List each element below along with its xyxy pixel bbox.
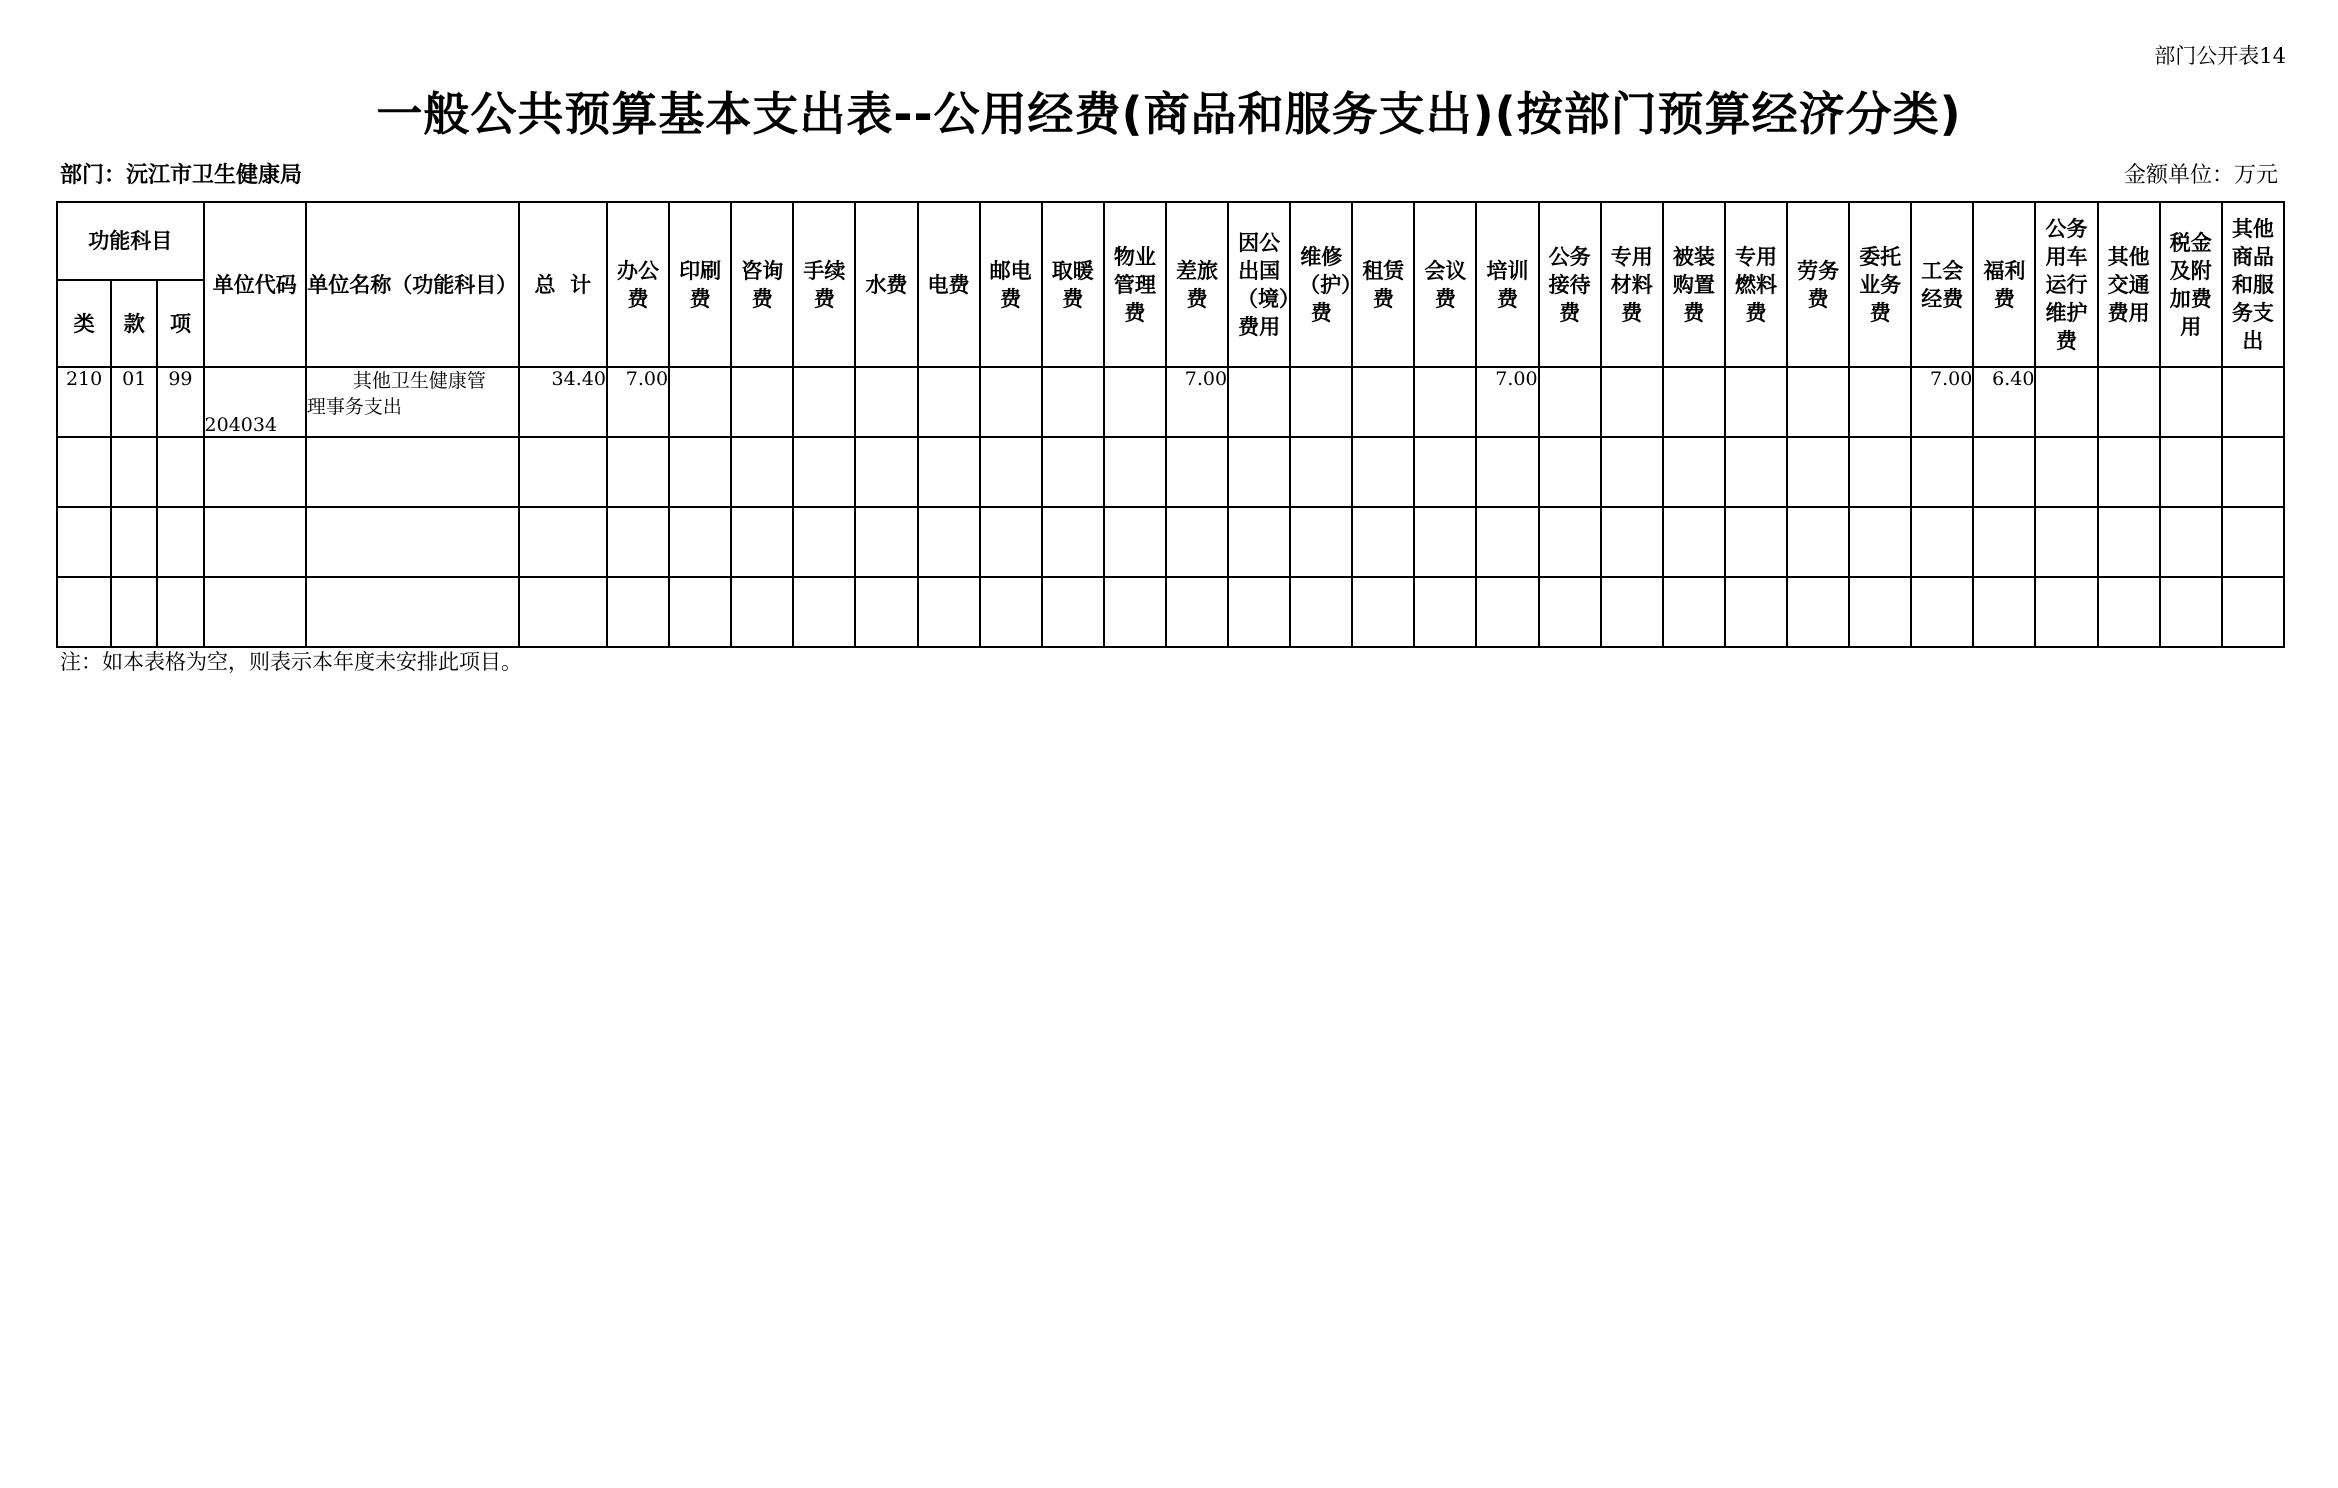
empty-cell [1539, 507, 1601, 577]
header-item: 公务用车运行维护费 [2035, 202, 2097, 367]
empty-cell [669, 577, 731, 647]
empty-cell [1601, 507, 1663, 577]
cell-value [918, 367, 980, 437]
header-item: 印刷费 [669, 202, 731, 367]
header-item: 公务接待费 [1539, 202, 1601, 367]
header-lei: 类 [57, 280, 111, 367]
empty-cell [1352, 437, 1414, 507]
empty-cell [2160, 437, 2222, 507]
page-title: 一般公共预算基本支出表--公用经费(商品和服务支出)(按部门预算经济分类) [376, 87, 1962, 141]
empty-cell [669, 507, 731, 577]
empty-cell [731, 507, 793, 577]
empty-cell [731, 437, 793, 507]
empty-cell [306, 437, 519, 507]
empty-cell [2222, 577, 2284, 647]
header-item: 电费 [918, 202, 980, 367]
cell-value [2035, 367, 2097, 437]
empty-cell [1663, 507, 1725, 577]
empty-cell [157, 507, 203, 577]
empty-cell [111, 507, 157, 577]
empty-cell [2222, 507, 2284, 577]
cell-value [2098, 367, 2160, 437]
header-item: 被装购置费 [1663, 202, 1725, 367]
empty-cell [519, 507, 607, 577]
empty-cell [1104, 437, 1166, 507]
header-item: 取暖费 [1042, 202, 1104, 367]
empty-cell [2035, 437, 2097, 507]
header-row-1 [57, 202, 2284, 280]
empty-cell [1228, 577, 1290, 647]
empty-cell [1787, 577, 1849, 647]
cell-value [1290, 367, 1352, 437]
cell-total: 34.40 [519, 367, 607, 437]
header-total: 总 计 [519, 202, 607, 367]
empty-cell [607, 437, 669, 507]
header-item: 税金及附加费用 [2160, 202, 2222, 367]
empty-cell [1166, 577, 1228, 647]
empty-cell [204, 437, 306, 507]
empty-row [57, 507, 2284, 577]
empty-cell [57, 437, 111, 507]
empty-cell [1290, 577, 1352, 647]
expenditure-table [56, 201, 2285, 648]
empty-cell [1601, 437, 1663, 507]
empty-cell [519, 437, 607, 507]
header-item: 租赁费 [1352, 202, 1414, 367]
empty-cell [1725, 577, 1787, 647]
empty-cell [1104, 507, 1166, 577]
header-item: 劳务费 [1787, 202, 1849, 367]
cell-value [793, 367, 855, 437]
empty-cell [1166, 437, 1228, 507]
cell-unit-name [306, 367, 519, 437]
department-label: 部门：沅江市卫生健康局 [60, 163, 303, 188]
cell-value [1414, 367, 1476, 437]
empty-cell [57, 507, 111, 577]
empty-cell [111, 577, 157, 647]
empty-cell [2098, 507, 2160, 577]
empty-cell [1476, 437, 1538, 507]
empty-cell [855, 437, 917, 507]
empty-cell [1849, 577, 1911, 647]
cell-value [1849, 367, 1911, 437]
cell-value [669, 367, 731, 437]
empty-cell [111, 437, 157, 507]
cell-value [1787, 367, 1849, 437]
header-item: 专用材料费 [1601, 202, 1663, 367]
cell-value: 7.00 [607, 367, 669, 437]
empty-cell [918, 577, 980, 647]
cell-value [1539, 367, 1601, 437]
empty-cell [918, 507, 980, 577]
header-item: 物业管理费 [1104, 202, 1166, 367]
empty-cell [2098, 437, 2160, 507]
cell-value [1352, 367, 1414, 437]
empty-cell [1973, 507, 2035, 577]
empty-cell [306, 507, 519, 577]
cell-value: 7.00 [1911, 367, 1973, 437]
empty-cell [1973, 437, 2035, 507]
empty-cell [1042, 507, 1104, 577]
cell-value [1042, 367, 1104, 437]
form-number: 部门公开表14 [2154, 44, 2286, 68]
cell-value [2160, 367, 2222, 437]
empty-cell [306, 577, 519, 647]
empty-cell [519, 577, 607, 647]
header-item: 福利费 [1973, 202, 2035, 367]
cell-xiang: 99 [157, 367, 203, 437]
empty-cell [1166, 507, 1228, 577]
empty-cell [1228, 437, 1290, 507]
empty-cell [1414, 437, 1476, 507]
cell-value [1228, 367, 1290, 437]
empty-cell [855, 507, 917, 577]
empty-cell [1849, 507, 1911, 577]
header-item: 咨询费 [731, 202, 793, 367]
empty-cell [918, 437, 980, 507]
empty-cell [1290, 437, 1352, 507]
empty-cell [204, 507, 306, 577]
empty-cell [1663, 437, 1725, 507]
unit-name-line: 其他卫生健康管 [352, 370, 486, 392]
empty-cell [669, 437, 731, 507]
empty-row [57, 437, 2284, 507]
header-item: 其他交通费用 [2098, 202, 2160, 367]
empty-cell [1787, 437, 1849, 507]
empty-cell [980, 437, 1042, 507]
header-item: 因公出国（境）费用 [1228, 202, 1290, 367]
empty-cell [2160, 577, 2222, 647]
header-item: 手续费 [793, 202, 855, 367]
header-item: 办公费 [607, 202, 669, 367]
empty-cell [1663, 577, 1725, 647]
empty-cell [1104, 577, 1166, 647]
empty-cell [2035, 507, 2097, 577]
empty-cell [1725, 507, 1787, 577]
header-func-subject: 功能科目 [57, 202, 204, 280]
header-item: 会议费 [1414, 202, 1476, 367]
empty-cell [2222, 437, 2284, 507]
empty-cell [57, 577, 111, 647]
cell-value: 6.40 [1973, 367, 2035, 437]
cell-unit-code: 204034 [204, 367, 306, 437]
empty-cell [793, 437, 855, 507]
cell-value [1725, 367, 1787, 437]
cell-value [1601, 367, 1663, 437]
cell-value [1663, 367, 1725, 437]
empty-cell [1911, 507, 1973, 577]
empty-cell [731, 577, 793, 647]
empty-cell [2160, 507, 2222, 577]
empty-cell [1911, 437, 1973, 507]
empty-cell [1228, 507, 1290, 577]
empty-row [57, 577, 2284, 647]
table-row [57, 367, 2284, 437]
empty-cell [157, 577, 203, 647]
empty-cell [1476, 577, 1538, 647]
empty-cell [1973, 577, 2035, 647]
header-item: 培训费 [1476, 202, 1538, 367]
cell-value [1104, 367, 1166, 437]
empty-cell [1539, 437, 1601, 507]
empty-cell [1601, 577, 1663, 647]
empty-cell [204, 577, 306, 647]
empty-cell [157, 437, 203, 507]
header-item: 委托业务费 [1849, 202, 1911, 367]
unit-name-line: 理事务支出 [306, 396, 402, 418]
header-unit-code: 单位代码 [204, 202, 306, 367]
empty-cell [2035, 577, 2097, 647]
header-item: 维修（护）费 [1290, 202, 1352, 367]
cell-value: 7.00 [1166, 367, 1228, 437]
empty-cell [980, 507, 1042, 577]
header-item: 水费 [855, 202, 917, 367]
amount-unit-label: 金额单位：万元 [2123, 163, 2278, 188]
empty-cell [1849, 437, 1911, 507]
cell-value: 7.00 [1476, 367, 1538, 437]
header-xiang: 项 [157, 280, 203, 367]
empty-cell [607, 507, 669, 577]
header-kuan: 款 [111, 280, 157, 367]
cell-value [980, 367, 1042, 437]
empty-cell [980, 577, 1042, 647]
header-unit-name: 单位名称（功能科目） [306, 202, 519, 367]
cell-value [2222, 367, 2284, 437]
empty-cell [1414, 577, 1476, 647]
header-item: 工会经费 [1911, 202, 1973, 367]
empty-cell [2098, 577, 2160, 647]
header-item: 其他商品和服务支出 [2222, 202, 2284, 367]
empty-cell [1539, 577, 1601, 647]
empty-cell [793, 507, 855, 577]
empty-cell [1414, 507, 1476, 577]
cell-lei: 210 [57, 367, 111, 437]
header-item: 专用燃料费 [1725, 202, 1787, 367]
empty-cell [1290, 507, 1352, 577]
cell-value [855, 367, 917, 437]
footnote: 注：如本表格为空，则表示本年度未安排此项目。 [60, 650, 522, 674]
empty-cell [1911, 577, 1973, 647]
empty-cell [1042, 577, 1104, 647]
cell-kuan: 01 [111, 367, 157, 437]
empty-cell [1352, 507, 1414, 577]
empty-cell [1787, 507, 1849, 577]
header-item: 差旅费 [1166, 202, 1228, 367]
empty-cell [793, 577, 855, 647]
empty-cell [1476, 507, 1538, 577]
empty-cell [1725, 437, 1787, 507]
cell-value [731, 367, 793, 437]
empty-cell [1352, 577, 1414, 647]
empty-cell [1042, 437, 1104, 507]
empty-cell [607, 577, 669, 647]
empty-cell [855, 577, 917, 647]
header-item: 邮电费 [980, 202, 1042, 367]
